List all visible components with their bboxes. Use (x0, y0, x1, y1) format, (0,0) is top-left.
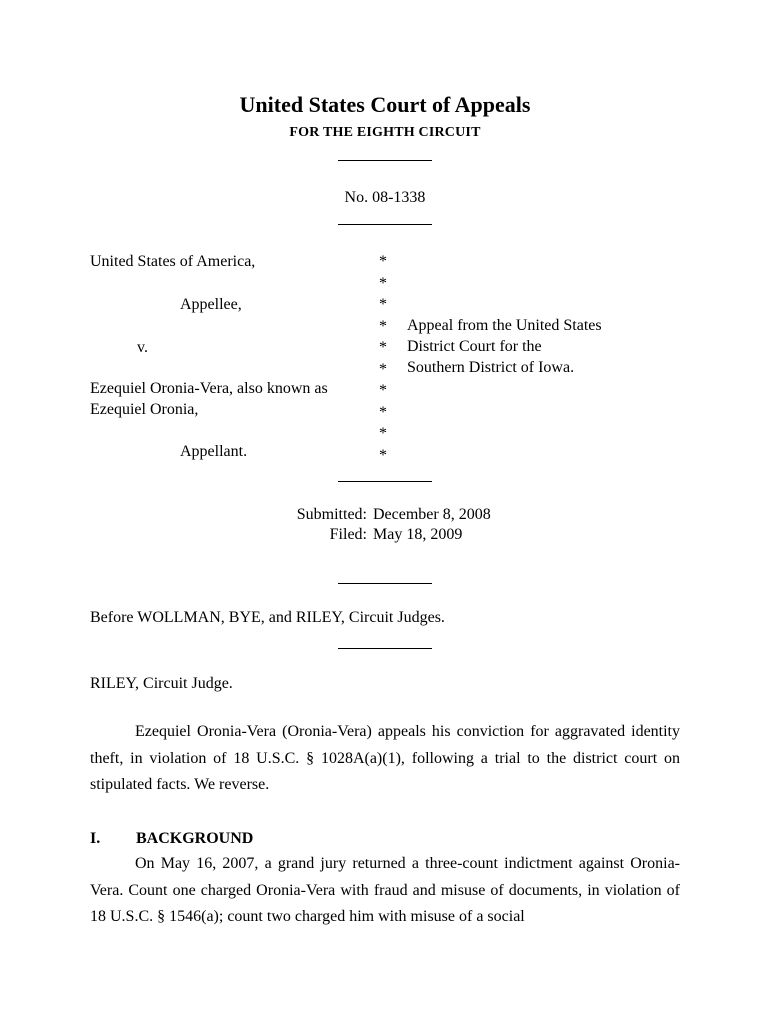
circuit-name: FOR THE EIGHTH CIRCUIT (289, 125, 481, 140)
submitted-label: Submitted: (296, 506, 367, 523)
filed-date: May 18, 2009 (373, 526, 463, 543)
filed-label: Filed: (329, 526, 367, 543)
background-paragraph-text: On May 16, 2007, a grand jury returned a three-count indictment against Oronia-Vera. Count one charged Oronia-Vera with fraud and misuse of documents, in violation of 18 U.S.C. § 1546(a); count two charged him with misuse of a social (90, 855, 680, 925)
divider-rule (338, 224, 432, 225)
section-title: BACKGROUND (136, 830, 254, 847)
appeal-from-line: District Court for the (407, 338, 542, 355)
appeal-from-line: Appeal from the United States (407, 317, 602, 334)
appellee-name: United States of America, (90, 253, 256, 270)
section-heading (90, 830, 253, 848)
section-number: I. (90, 830, 101, 847)
submission-dates (0, 505, 491, 545)
opinion-author: RILEY, Circuit Judge. (90, 675, 233, 692)
background-paragraph (90, 851, 680, 931)
caption-star: * (379, 296, 387, 313)
divider-rule (338, 160, 432, 161)
caption-star: * (379, 253, 387, 270)
caption-star: * (379, 360, 387, 378)
caption-star: * (379, 317, 387, 335)
divider-rule (338, 648, 432, 649)
appellee-role: Appellee, (180, 296, 242, 313)
caption-star: * (379, 403, 387, 421)
intro-paragraph-text: Ezequiel Oronia-Vera (Oronia-Vera) appeals his conviction for aggravated identity theft, in violation of 18 U.S.C. § 1028A(a)(1), following a trial to the district court on stipulated facts. We reverse. (90, 723, 680, 793)
caption-star: * (379, 382, 387, 399)
caption-star: * (379, 425, 387, 442)
court-title: United States Court of Appeals (239, 92, 531, 117)
submitted-date: December 8, 2008 (373, 506, 491, 523)
caption-star: * (379, 274, 387, 292)
appeal-from-line: Southern District of Iowa. (407, 359, 575, 376)
appellant-alias: Ezequiel Oronia, (90, 401, 199, 418)
caption-star: * (379, 446, 387, 464)
caption-star: * (379, 339, 387, 356)
appellant-role: Appellant. (180, 443, 248, 460)
appellant-name: Ezequiel Oronia-Vera, also known as (90, 380, 328, 397)
caption-star-column (379, 251, 387, 466)
docket-number: No. 08-1338 (344, 189, 426, 206)
divider-rule (338, 481, 432, 482)
intro-paragraph (90, 719, 680, 799)
divider-rule (338, 583, 432, 584)
versus: v. (137, 339, 148, 356)
panel-judges: Before WOLLMAN, BYE, and RILEY, Circuit Judges. (90, 609, 445, 626)
